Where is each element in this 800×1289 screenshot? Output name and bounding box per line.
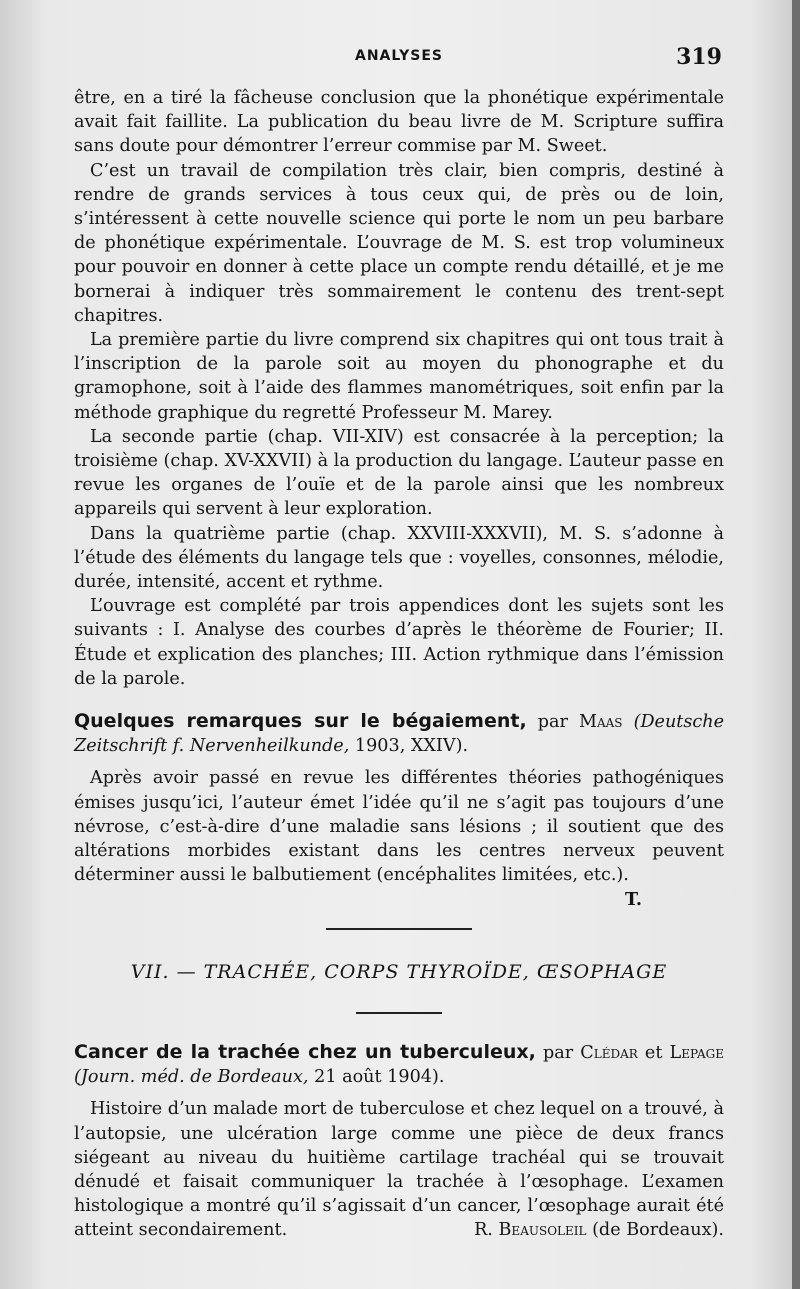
author-name: Clédar — [580, 1042, 638, 1063]
signature-name: Beausoleil — [498, 1220, 587, 1241]
signature-initial: R. — [474, 1220, 493, 1241]
article-title: Cancer de la trachée chez un tuberculeux, — [74, 1040, 536, 1063]
page-number: 319 — [676, 44, 722, 70]
running-head: ANALYSES — [355, 48, 443, 64]
article-body — [74, 1097, 724, 1242]
page-header — [74, 44, 724, 74]
paragraph: La seconde partie (chap. VII-XIV) est consacrée à la perception; la troisième (chap. XV-XXVII) à la production du langage. L’auteur passe en revue les organes de l’ouïe et de la parole ainsi que les nombreux appareils qui servent à leur exploration. — [74, 426, 724, 520]
journal-name: (Journ. méd. de Bordeaux, — [74, 1067, 309, 1088]
paragraph: La première partie du livre comprend six chapitres qui ont tous trait à l’inscription de la parole soit au moyen du phonographe et du gramophone, soit à l’aide des flammes manométriques, soit enfin par la méthode graphique du regretté Professeur M. Marey. — [74, 330, 724, 423]
page-body — [74, 86, 724, 1243]
paragraph: C’est un travail de compilation très clair, bien compris, destiné à rendre de grands services à tous ceux qui, de près ou de loin, s’intéressent à cette nouvelle science qui porte le nom un peu barbare de phonétique expérimentale. L’ouvrage de M. S. est trop volumineux pour pouvoir en donner à cette place un compte rendu détaillé, et je me bornerai à indiquer très sommairement le contenu des trent-sept chapitres. — [74, 160, 724, 326]
author-name: Maas — [578, 712, 623, 733]
article-body: Après avoir passé en revue les différentes théories pathogéniques émises jusqu’ici, l’auteur émet l’idée qu’il ne s’agit pas toujours d’une névrose, c’est-à-dire d’une maladie sans lésions ; il soutient que des altérations morbides existant dans les centres nerveux peuvent déterminer aussi le balbutiement (encéphalites limitées, etc.). — [74, 768, 724, 886]
separator-rule — [356, 1012, 442, 1014]
par-text: par — [535, 1042, 581, 1063]
journal-name: (Deutsche Zeitschrift f. Nervenheilkunde, — [74, 712, 724, 757]
article-body-text: Histoire d’un malade mort de tuberculose et chez lequel on a trouvé, à l’autopsie, une ulcération large comme une pièce de deux francs siégeant au niveau du huitième cartilage trachéal qui se trouvait dénudé et faisait communiquer la trachée à l’œsophage. L’examen histologique a montré qu’il s’agissait d’un cancer, l’œsophage aurait été atteint secondairement. — [74, 1099, 724, 1241]
article-heading — [74, 709, 724, 758]
author-name: Lepage — [669, 1042, 724, 1063]
separator-rule — [326, 928, 472, 930]
citation: 1903, XXIV). — [349, 736, 469, 757]
paragraph: L’ouvrage est complété par trois appendices dont les sujets sont les suivants : I. Analyse des courbes d’après le théorème de Fourier; II. Étude et explication des planches; III. Action rythmique dans l’émission de la parole. — [74, 596, 724, 689]
signature-place: (de Bordeaux). — [592, 1220, 724, 1241]
article-heading — [74, 1040, 724, 1089]
par-text: par — [526, 712, 579, 733]
paragraph: Dans la quatrième partie (chap. XXVIII-XXXVII), M. S. s’adonne à l’étude des éléments du langage tels que : voyelles, consonnes, mélodie, durée, intensité, accent et rythme. — [74, 523, 724, 593]
et-text: et — [637, 1042, 670, 1063]
section-heading: VII. — TRACHÉE, CORPS THYROÏDE, ŒSOPHAGE — [130, 960, 668, 983]
signature: T. — [625, 888, 642, 910]
paragraph: être, en a tiré la fâcheuse conclusion que la phonétique expérimentale avait fait faillite. La publication du beau livre de M. Scripture suffira sans doute pour démontrer l’erreur commise par M. Sweet. — [74, 88, 724, 157]
scan-edge — [792, 0, 800, 1289]
article-title: Quelques remarques sur le bégaiement, — [74, 710, 527, 733]
citation: 21 août 1904). — [308, 1067, 445, 1088]
